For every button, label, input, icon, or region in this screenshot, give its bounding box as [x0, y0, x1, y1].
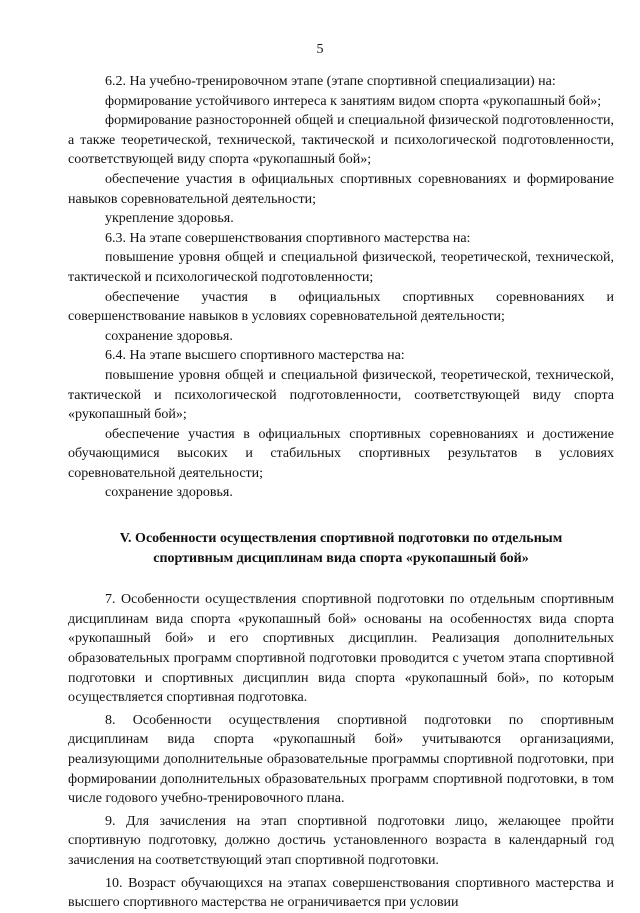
paragraph-10: 10. Возраст обучающихся на этапах совершенствования спортивного мастерства и высшего спортивного мастерства не ограничивается при условии: [68, 875, 614, 911]
paragraph-health-preservation: сохранение здоровья.: [105, 328, 233, 344]
paragraph-6-2: 6.2. На учебно-тренировочном этапе (этапе спортивной специализации) на:: [105, 74, 556, 89]
paragraph-6-3: 6.3. На этапе совершенствования спортивного мастерства на:: [105, 230, 471, 246]
paragraph-health-strengthening: укрепление здоровья.: [105, 211, 234, 227]
section-heading-line-2: спортивным дисциплинам вида спорта «рукопашный бой»: [153, 550, 529, 566]
document-body: [68, 72, 614, 913]
section-heading-line-1: V. Особенности осуществления спортивной подготовки по отдельным: [119, 531, 563, 547]
paragraph-versatile-preparation: формирование разносторонней общей и специальной физической подготовленности, а также теоретической, технической, тактической и психологической подготовленности, соответствующей виду спорта «рукопашный бой»;: [68, 113, 614, 168]
page-number: 5: [316, 42, 324, 57]
paragraph-high-level-increase: повышение уровня общей и специальной физической, теоретической, технической, тактической и психологической подготовленности, соответствующей виду спорта «рукопашный бой»;: [68, 367, 614, 423]
paragraph-competition-participation: обеспечение участия в официальных спортивных соревнованиях и формирование навыков соревновательной деятельности;: [68, 171, 614, 207]
paragraph-8: 8. Особенности осуществления спортивной подготовки по спортивным дисциплинам вида спорта «рукопашный бой» учитываются организациями, реализующими дополнительные образовательные программы спортивной подготовки, при формировании дополнительных образовательных программ спортивной подготовки, в том числе годового учебно-тренировочного плана.: [68, 712, 614, 807]
paragraph-6-4: 6.4. На этапе высшего спортивного мастерства на:: [105, 348, 405, 364]
paragraph-high-results: обеспечение участия в официальных спортивных соревнованиях и достижение обучающимися высоких и стабильных спортивных результатов в условиях соревновательной деятельности;: [68, 426, 614, 481]
paragraph-health-preservation-2: сохранение здоровья.: [105, 485, 233, 501]
paragraph-9: 9. Для зачисления на этап спортивной подготовки лицо, желающее пройти спортивную подготовку, должно достичь установленного возраста в календарный год зачисления на соответствующий этап спортивной подготовки.: [68, 813, 614, 868]
paragraph-competition-skills: обеспечение участия в официальных спортивных соревнованиях и совершенствование навыков в условиях соревновательной деятельности;: [68, 289, 614, 325]
section-heading: [68, 529, 614, 568]
paragraph-7: 7. Особенности осуществления спортивной подготовки по отдельным спортивным дисциплинам вида спорта «рукопашный бой» основаны на особенностях вида спорта «рукопашный бой» и его спортивных дисциплин. Реализация дополнительных образовательных программ спортивной подготовки проводится с учетом этапа спортивной подготовки и спортивных дисциплин вида спорта «рукопашный бой», по которым осуществляется спортивная подготовка.: [68, 592, 614, 706]
paragraph-interest: формирование устойчивого интереса к занятиям видом спорта «рукопашный бой»;: [105, 93, 602, 109]
paragraph-level-increase: повышение уровня общей и специальной физической, теоретической, технической, тактической и психологической подготовленности;: [68, 250, 614, 285]
